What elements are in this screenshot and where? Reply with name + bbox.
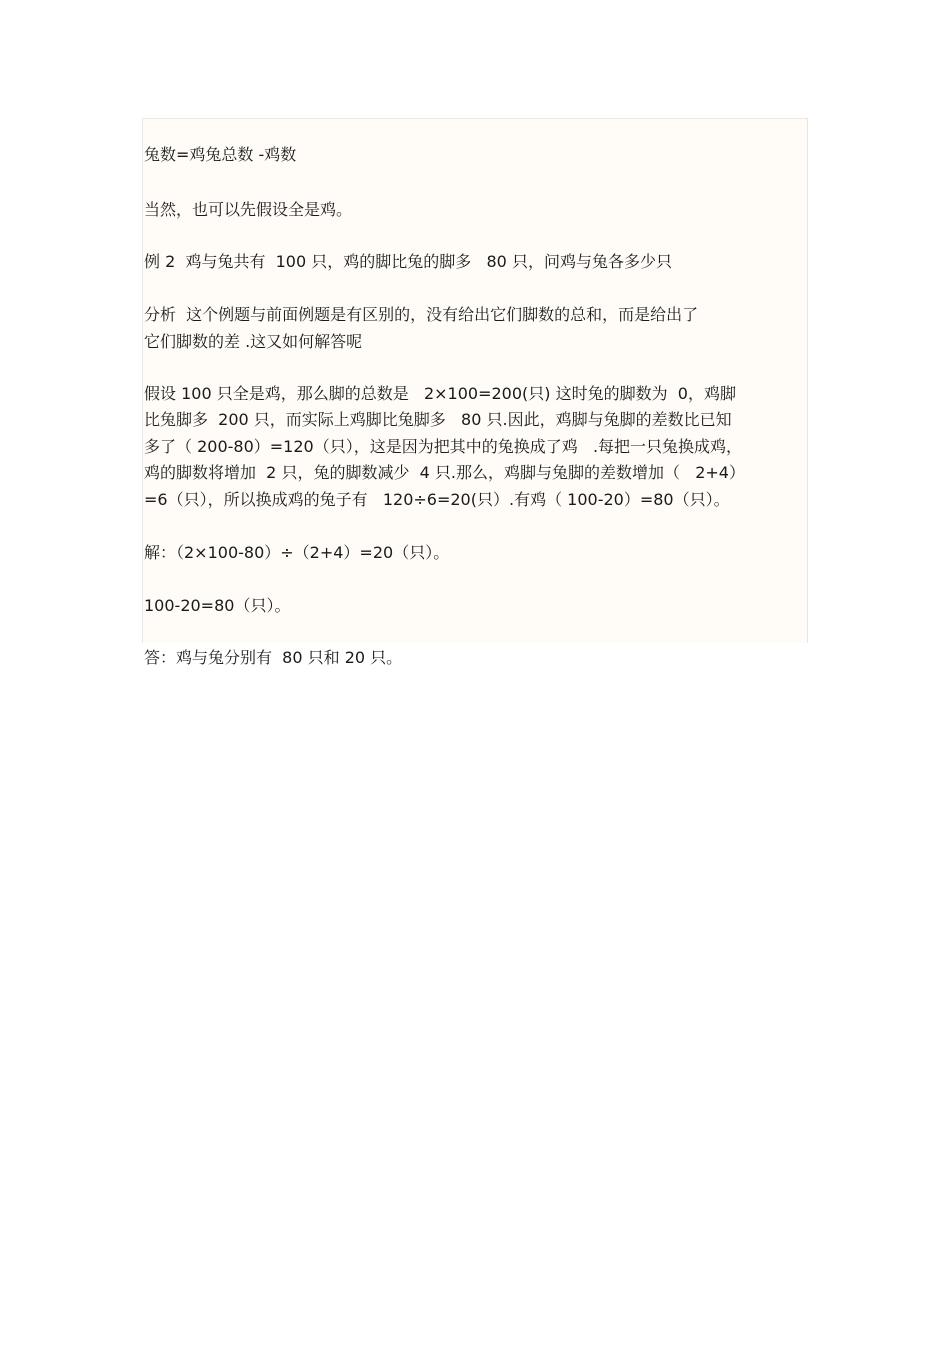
reasoning-line-1: 假设 100 只全是鸡，那么脚的总数是 2×100=200(只) 这时兔的脚数为 0，鸡脚 bbox=[144, 384, 736, 403]
analysis-line-1: 分析 这个例题与前面例题是有区别的，没有给出它们脚数的总和，而是给出了 bbox=[144, 305, 699, 324]
reasoning-line-5: =6（只），所以换成鸡的兔子有 120÷6=20(只）.有鸡（ 100-20）=80（只）。 bbox=[144, 490, 730, 509]
reasoning-line-3: 多了（ 200-80）=120（只），这是因为把其中的兔换成了鸡 .每把一只兔换成鸡， bbox=[144, 437, 743, 456]
reasoning-line-4: 鸡的脚数将增加 2 只，兔的脚数减少 4 只.那么，鸡脚与兔脚的差数增加（ 2+4） bbox=[144, 463, 745, 482]
text-line: 当然，也可以先假设全是鸡。 bbox=[144, 200, 353, 219]
analysis-line-2: 它们脚数的差 .这又如何解答呢 bbox=[144, 332, 363, 351]
formula-line: 兔数=鸡兔总数 -鸡数 bbox=[144, 145, 297, 164]
example-question: 例 2 鸡与兔共有 100 只，鸡的脚比兔的脚多 80 只，问鸡与兔各多少只 bbox=[144, 252, 672, 271]
answer-line: 答：鸡与兔分别有 80 只和 20 只。 bbox=[144, 648, 403, 667]
calculation-line: 100-20=80（只）。 bbox=[144, 596, 291, 615]
solution-line: 解：（2×100-80）÷（2+4）=20（只）。 bbox=[144, 543, 450, 562]
reasoning-line-2: 比兔脚多 200 只，而实际上鸡脚比兔脚多 80 只.因此，鸡脚与兔脚的差数比已知 bbox=[144, 410, 732, 429]
